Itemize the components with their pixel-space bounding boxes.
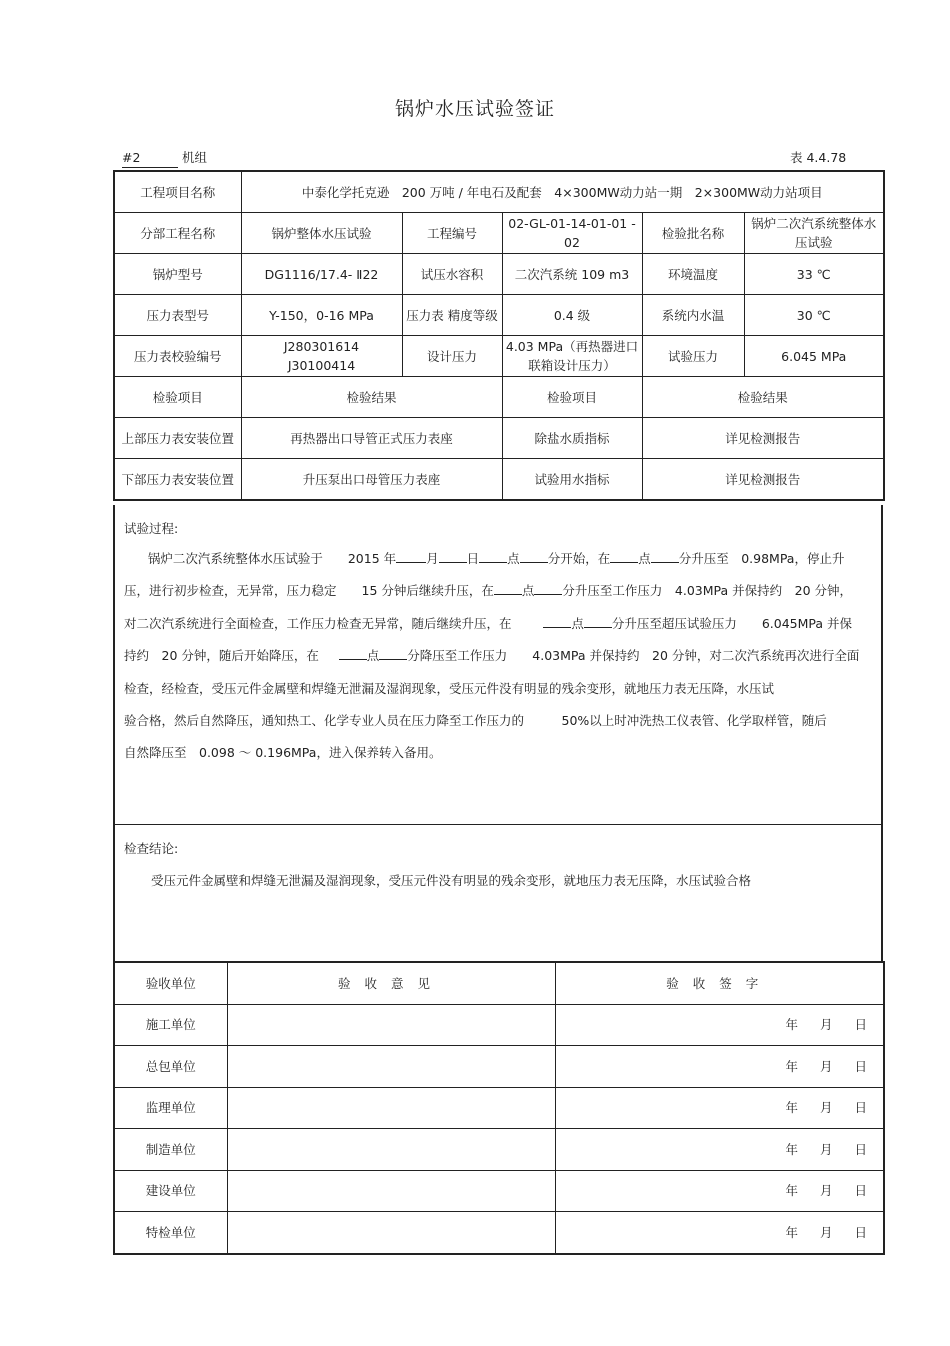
acceptance-unit: 施工单位 [114,1004,227,1046]
signature-field[interactable] [555,1004,884,1046]
process-text-part: 日 [466,551,480,566]
process-text-part: 月 [426,551,439,566]
opinion-field[interactable] [227,1004,555,1046]
opinion-field[interactable] [227,1087,555,1129]
process-text-part: 分降压至工作压力 4.03MPa 并保持约 20 分钟，对二次汽系统再次进行全面 [407,648,860,664]
year-label: 年 [785,1141,798,1157]
conclusion-text: 受压元件金属壁和焊缝无泄漏及湿润现象，受压元件没有明显的残余变形，就地压力表无压降，水压试验合格 [151,873,752,888]
design-pressure-label: 设计压力 [402,336,502,377]
day-label: 日 [854,1224,867,1240]
opinion-field[interactable] [227,1170,555,1212]
signature-field[interactable] [555,1129,884,1171]
table-row [114,213,884,254]
acceptance-unit: 制造单位 [114,1129,227,1171]
signature-field[interactable] [555,1087,884,1129]
blank-field [651,548,679,563]
table-row [114,1087,884,1129]
test-water-value: 详见检测报告 [642,459,884,501]
month-label: 月 [819,1058,833,1074]
batch-label: 检验批名称 [642,213,744,254]
acceptance-unit-header: 验收单位 [114,962,227,1004]
table-row [114,1046,884,1088]
acceptance-signature-header: 验收签字 [555,962,884,1004]
table-row [114,377,884,418]
process-text-part: 分开始，在 [547,551,611,566]
month-label: 月 [819,1141,833,1157]
test-pressure-label: 试验压力 [642,336,744,377]
blank-field [339,645,367,660]
acceptance-unit: 总包单位 [114,1046,227,1088]
info-table [113,170,885,501]
design-pressure-value: 4.03 MPa（再热器进口联箱设计压力） [502,336,642,377]
table-row [114,295,884,336]
process-text-part: 分升压至 0.98MPa，停止升 [678,551,845,566]
signature-field[interactable] [555,1170,884,1212]
table-row [114,1212,884,1254]
blank-field [439,548,467,563]
process-text-part: 点 [638,551,651,566]
signature-field[interactable] [555,1046,884,1088]
sub-project-label: 分部工程名称 [114,213,241,254]
process-text-part: 检查，经检查，受压元件金属壁和焊缝无泄漏及湿润现象，受压元件没有明显的残余变形，就地压力表无压降，水压试 [124,680,775,696]
process-text-part: 压，进行初步检查，无异常，压力稳定 15 分钟后继续升压，在 [124,583,494,599]
acceptance-unit: 特检单位 [114,1212,227,1254]
calibration-number-2: J30100414 [287,358,356,373]
check-item-header-2: 检验项目 [502,377,642,418]
project-code-label: 工程编号 [402,213,502,254]
lower-gauge-value: 升压泵出口母管压力表座 [241,459,502,501]
process-text-part: 分升压至超压试验压力 6.045MPa 并保 [611,615,853,631]
unit-label: 机组 [181,150,207,165]
water-temp-value: 30 ℃ [744,295,884,336]
blank-field [610,548,638,563]
page-title: 锅炉水压试验签证 [394,98,555,120]
opinion-field[interactable] [227,1212,555,1254]
table-row [114,1170,884,1212]
opinion-field[interactable] [227,1046,555,1088]
table-number: 表 4.4.78 [790,150,847,165]
month-label: 月 [819,1183,833,1199]
acceptance-unit: 监理单位 [114,1087,227,1129]
lower-gauge-label: 下部压力表安装位置 [114,459,241,501]
project-label: 工程项目名称 [114,171,241,213]
conclusion-section [113,824,883,962]
blank-field [494,580,522,595]
year-label: 年 [785,1058,798,1074]
table-row [114,171,884,213]
unit-info [122,148,207,168]
table-row [114,1004,884,1046]
sub-project-value: 锅炉整体水压试验 [241,213,402,254]
test-pressure-value: 6.045 MPa [744,336,884,377]
boiler-model-value: DG1116/17.4- Ⅱ22 [241,254,402,295]
process-text-part: 点 [507,551,520,566]
conclusion-heading: 检查结论: [124,841,179,856]
acceptance-opinion-header: 验收意见 [227,962,555,1004]
project-value: 中泰化学托克逊 200 万吨 / 年电石及配套 4×300MW动力站一期 2×300MW动力站项目 [241,171,884,213]
gauge-model-label: 压力表型号 [114,295,241,336]
upper-gauge-label: 上部压力表安装位置 [114,418,241,459]
calibration-value [241,336,402,377]
process-heading: 试验过程: [124,521,179,536]
blank-field [520,548,548,563]
check-item-header: 检验项目 [114,377,241,418]
table-row [114,962,884,1004]
blank-field [379,645,407,660]
blank-field [479,548,507,563]
desalt-water-label: 除盐水质指标 [502,418,642,459]
year-label: 年 [785,1017,798,1033]
process-text-part: 验合格，然后自然降压，通知热工、化学专业人员在压力降至工作压力的 50%以上时冲洗热工仪表管、化学取样管，随后 [124,713,827,729]
signature-field[interactable] [555,1212,884,1254]
blank-field [543,613,571,628]
gauge-model-value: Y-150，0-16 MPa [241,295,402,336]
month-label: 月 [819,1100,833,1116]
process-text-part: 锅炉二次汽系统整体水压试验于 2015 年 [147,551,397,566]
day-label: 日 [854,1100,867,1116]
test-water-label: 试验用水指标 [502,459,642,501]
year-label: 年 [785,1100,798,1116]
boiler-model-label: 锅炉型号 [114,254,241,295]
table-row [114,459,884,501]
blank-field [534,580,562,595]
accuracy-label: 压力表 精度等级 [402,295,502,336]
table-row [114,336,884,377]
check-result-header-2: 检验结果 [642,377,884,418]
process-text-part: 点 [366,648,380,664]
process-text-part: 对二次汽系统进行全面检查，工作压力检查无异常，随后继续升压，在 [124,615,512,631]
unit-number: #2 [122,150,178,168]
test-process-section [113,505,883,824]
process-text-part: 分升压至工作压力 4.03MPa 并保持约 20 分钟， [562,583,853,599]
water-volume-value: 二次汽系统 109 m3 [502,254,642,295]
process-text [124,543,876,770]
ambient-temp-label: 环境温度 [642,254,744,295]
upper-gauge-value: 再热器出口导管正式压力表座 [241,418,502,459]
blank-field [396,548,426,563]
blank-field [584,613,612,628]
ambient-temp-value: 33 ℃ [744,254,884,295]
water-temp-label: 系统内水温 [642,295,744,336]
acceptance-unit: 建设单位 [114,1170,227,1212]
calibration-number-1: J280301614 [283,339,360,354]
water-volume-label: 试压水容积 [402,254,502,295]
acceptance-table [113,961,885,1255]
project-code-value: 02-GL-01-14-01-01 -02 [502,213,642,254]
table-row [114,1129,884,1171]
process-text-part: 点 [571,615,584,631]
process-text-part: 持约 20 分钟，随后开始降压，在 [124,648,319,664]
year-label: 年 [785,1183,798,1199]
desalt-water-value: 详见检测报告 [642,418,884,459]
table-row [114,418,884,459]
accuracy-value: 0.4 级 [502,295,642,336]
process-text-part: 自然降压至 0.098 ～ 0.196MPa，进入保养转入备用。 [124,745,442,761]
table-row [114,254,884,295]
month-label: 月 [819,1224,833,1240]
calibration-label: 压力表校验编号 [114,336,241,377]
day-label: 日 [854,1141,867,1157]
year-label: 年 [785,1224,798,1240]
day-label: 日 [854,1017,867,1033]
day-label: 日 [854,1183,867,1199]
batch-value: 锅炉二次汽系统整体水压试验 [744,213,884,254]
opinion-field[interactable] [227,1129,555,1171]
month-label: 月 [819,1017,833,1033]
check-result-header: 检验结果 [241,377,502,418]
day-label: 日 [854,1058,867,1074]
process-text-part: 点 [521,583,535,599]
